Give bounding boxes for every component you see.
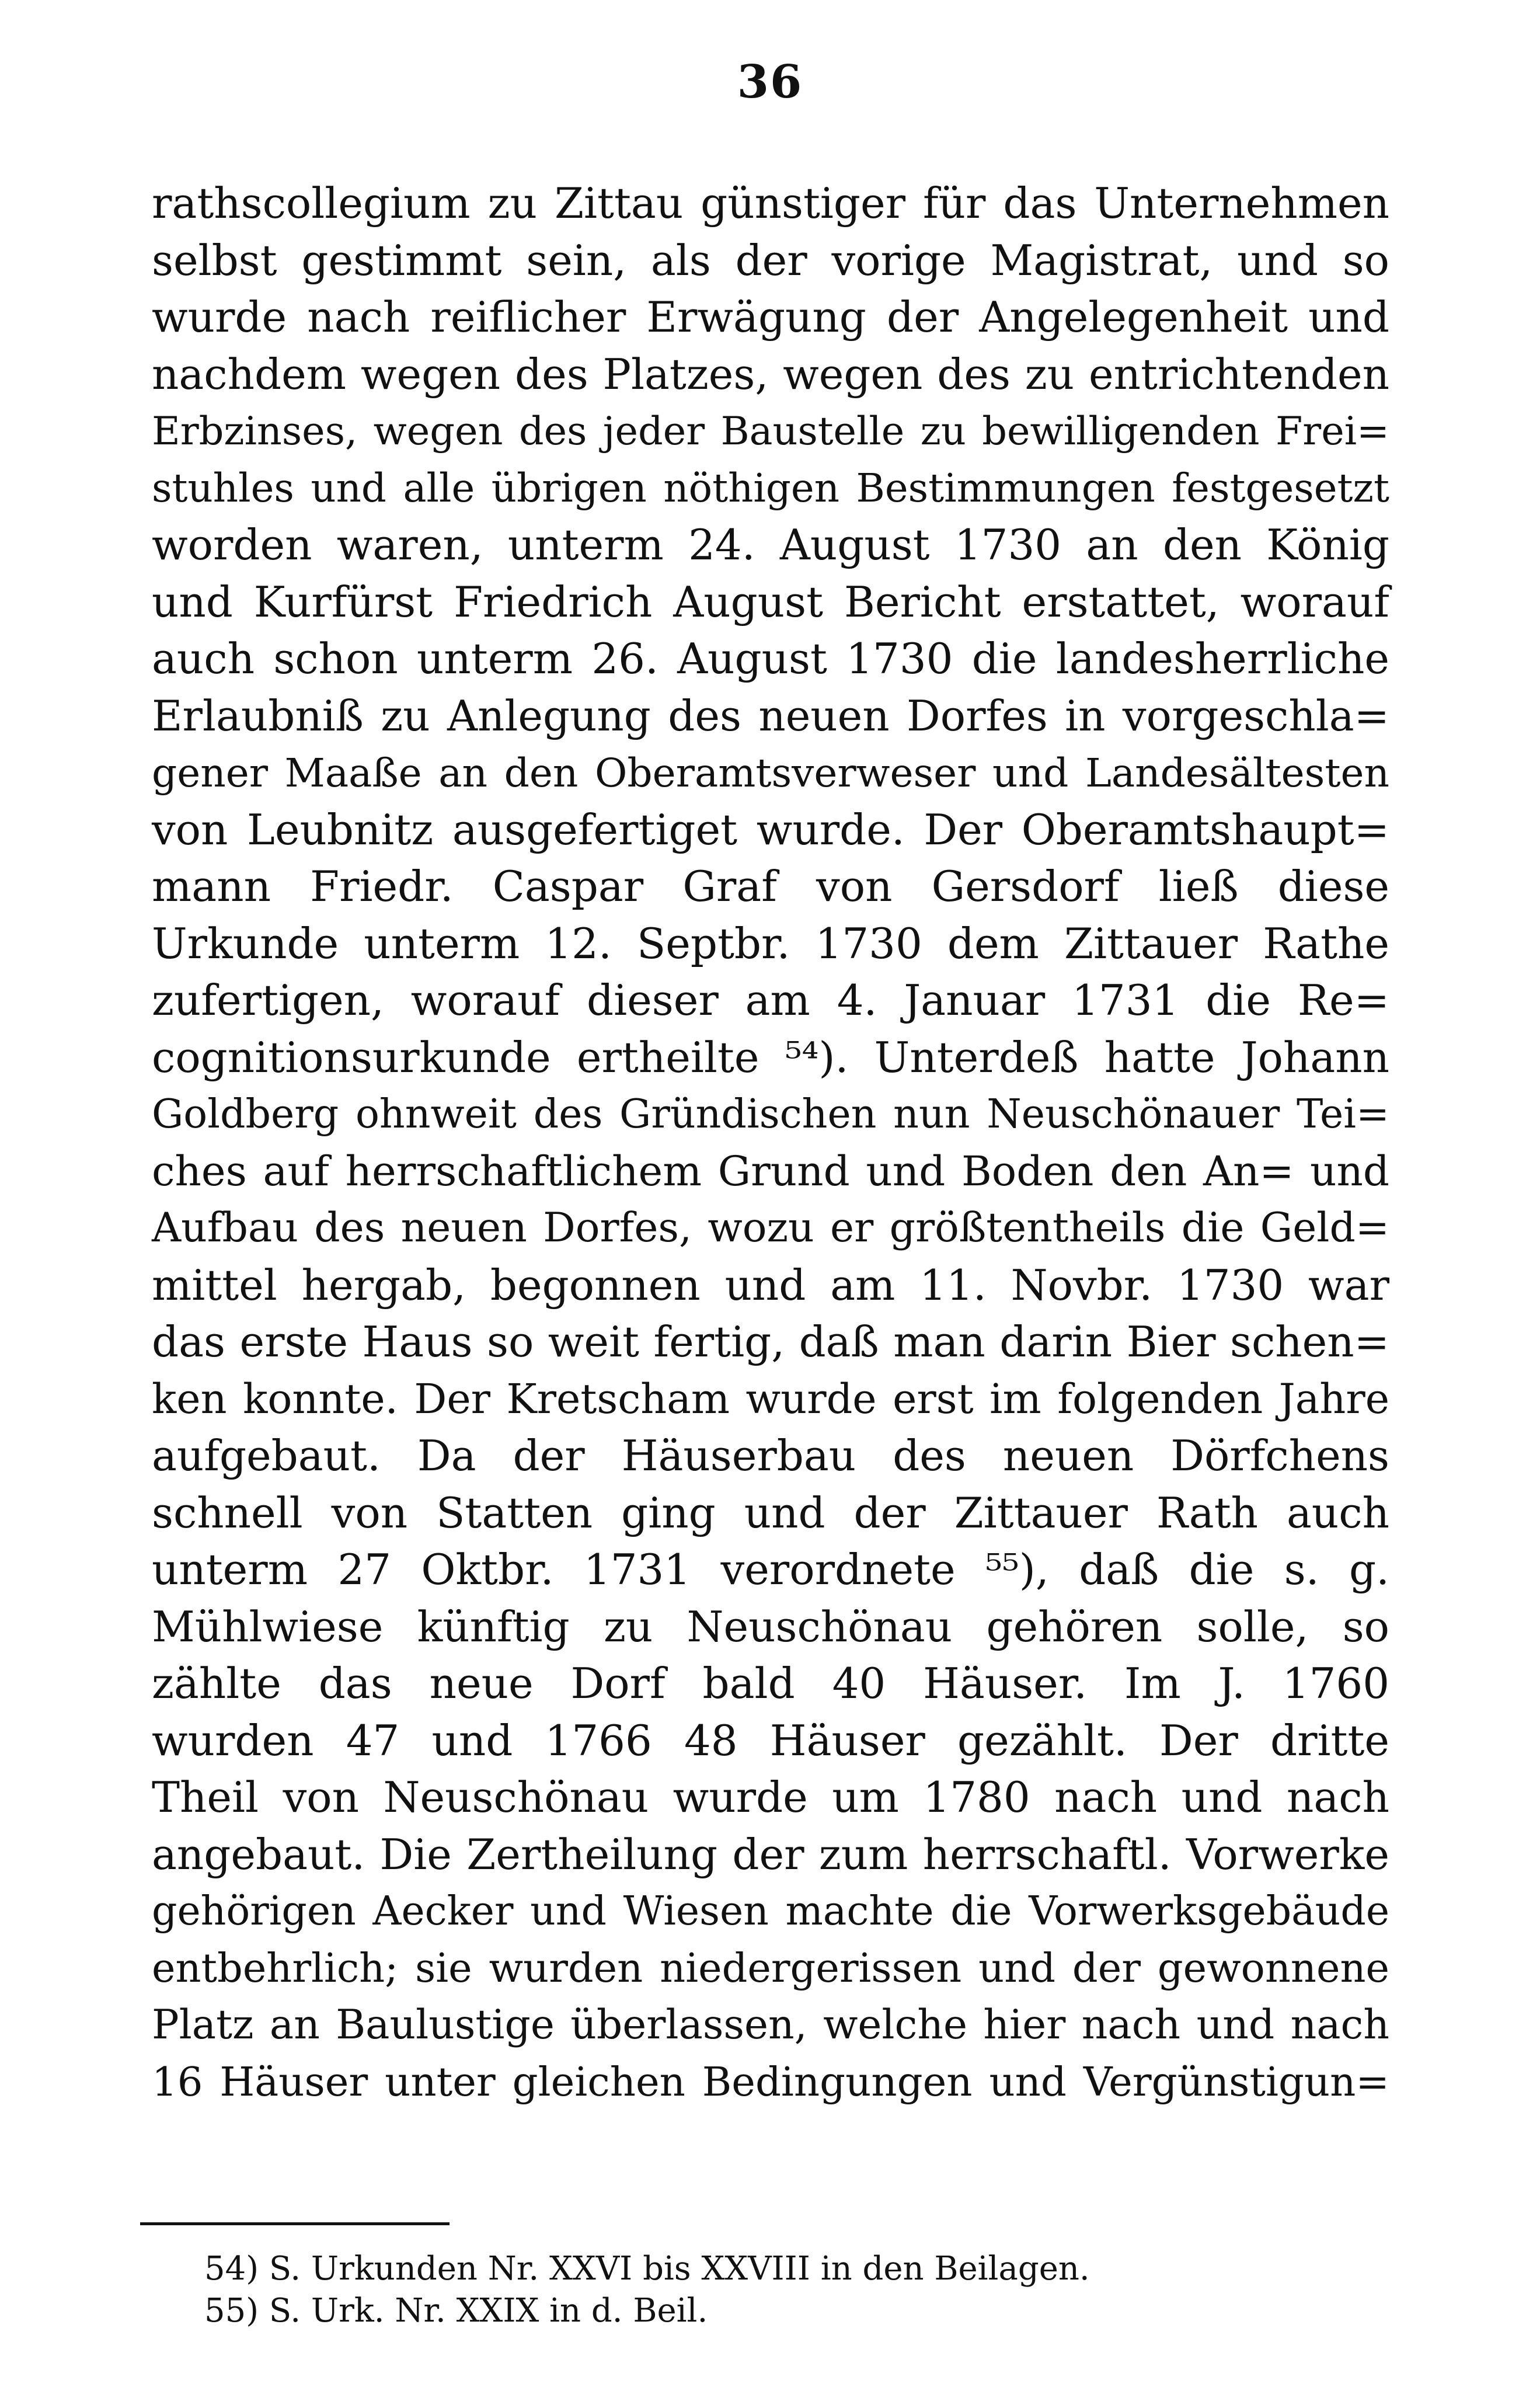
page-number: 36	[737, 55, 803, 109]
text-line: wurden 47 und 1766 48 Häuser gezählt. Der dritte	[152, 1715, 1389, 1765]
text-line: angebaut. Die Zertheilung der zum herrschaftl. Vorwerke	[152, 1829, 1389, 1879]
text-line: cognitionsurkunde ertheilte ⁵⁴). Unterdeß hatte Johann	[152, 1032, 1389, 1082]
text-line: selbst gestimmt sein, als der vorige Magistrat, und so	[152, 235, 1389, 285]
text-line: Mühlwiese künftig zu Neuschönau gehören solle, so	[152, 1602, 1389, 1651]
text-line: das erste Haus so weit fertig, daß man darin Bier schen=	[152, 1317, 1389, 1366]
text-line: rathscollegium zu Zittau günstiger für das Unternehmen	[152, 179, 1389, 228]
text-line: 16 Häuser unter gleichen Bedingungen und Vergünstigun=	[152, 2058, 1389, 2106]
text-line: Theil von Neuschönau wurde um 1780 nach und nach	[152, 1773, 1389, 1822]
text-line: schnell von Statten ging und der Zittauer Rath auch	[152, 1488, 1389, 1537]
footnote-55: 55) S. Urk. Nr. XXIX in d. Beil.	[204, 2292, 708, 2330]
text-line: stuhles und alle übrigen nöthigen Bestimmungen festgesetzt	[152, 465, 1389, 511]
text-line: Erlaubniß zu Anlegung des neuen Dorfes in vorgeschla=	[152, 691, 1389, 740]
text-line: auch schon unterm 26. August 1730 die landesherrliche	[152, 634, 1389, 683]
text-line: mann Friedr. Caspar Graf von Gersdorf ließ diese	[152, 862, 1389, 911]
text-line: wurde nach reiflicher Erwägung der Angelegenheit und	[152, 293, 1389, 342]
text-line: zufertigen, worauf dieser am 4. Januar 1731 die Re=	[152, 976, 1389, 1025]
text-line: ches auf herrschaftlichem Grund und Boden den An= und	[152, 1147, 1389, 1195]
body-text	[152, 175, 1389, 2111]
text-line: nachdem wegen des Platzes, wegen des zu entrichtenden	[152, 349, 1389, 399]
text-line: von Leubnitz ausgefertiget wurde. Der Oberamtshaupt=	[152, 805, 1389, 854]
text-line: mittel hergab, begonnen und am 11. Novbr. 1730 war	[152, 1260, 1389, 1310]
text-line: entbehrlich; sie wurden niedergerissen und der gewonnene	[152, 1944, 1389, 1992]
text-line: Urkunde unterm 12. Septbr. 1730 dem Zittauer Rathe	[152, 918, 1389, 968]
footnotes	[204, 2248, 1384, 2332]
text-line: Aufbau des neuen Dorfes, wozu er größtentheils die Geld=	[152, 1205, 1389, 1251]
text-line: Platz an Baulustige überlassen, welche hier nach und nach	[152, 2002, 1389, 2048]
text-line: worden waren, unterm 24. August 1730 an den König	[152, 520, 1389, 569]
text-line: aufgebaut. Da der Häuserbau des neuen Dörfchens	[152, 1431, 1389, 1480]
text-line: gener Maaße an den Oberamtsverweser und Landesältesten	[152, 750, 1389, 796]
text-line: Goldberg ohnweit des Gründischen nun Neuschönauer Tei=	[152, 1091, 1389, 1137]
text-line: und Kurfürst Friedrich August Bericht erstattet, worauf	[152, 577, 1389, 627]
text-line: unterm 27 Oktbr. 1731 verordnete ⁵⁵), daß die s. g.	[152, 1545, 1389, 1594]
text-line: Erbzinses, wegen des jeder Baustelle zu bewilligenden Frei=	[152, 408, 1389, 454]
text-line: zählte das neue Dorf bald 40 Häuser. Im J. 1760	[152, 1659, 1389, 1708]
text-line: ken konnte. Der Kretscham wurde erst im folgenden Jahre	[152, 1375, 1389, 1423]
footnote-divider	[140, 2222, 450, 2225]
text-line: gehörigen Aecker und Wiesen machte die Vorwerksgebäude	[152, 1888, 1389, 1934]
footnote-54: 54) S. Urkunden Nr. XXVI bis XXVIII in den Beilagen.	[204, 2250, 1090, 2288]
